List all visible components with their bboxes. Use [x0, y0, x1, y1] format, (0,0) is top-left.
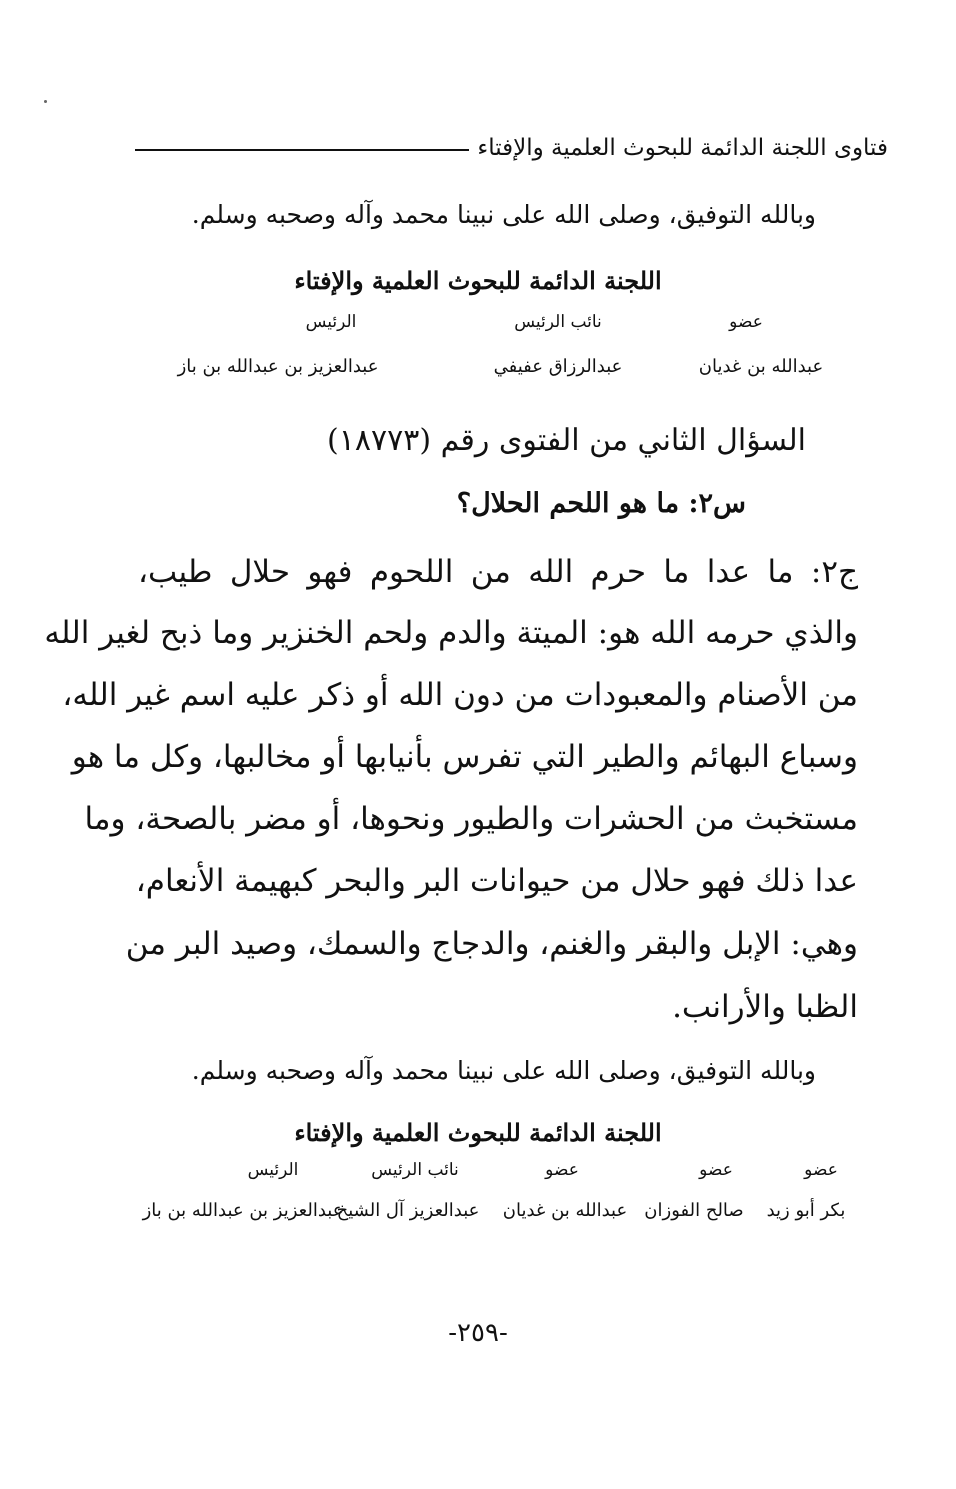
- signatory-name: عبدالله بن غديان: [698, 356, 824, 377]
- answer-line: مستخبث من الحشرات والطيور ونحوها، أو مضر بالصحة، وما: [84, 801, 858, 837]
- signature-names: [0, 356, 956, 384]
- signatory-role: عضو: [699, 1160, 733, 1180]
- signatory-role: عضو: [545, 1160, 579, 1180]
- signatory-name: عبدالرزاق عفيفي: [493, 356, 623, 377]
- answer-line: وسباع البهائم والطير التي تفرس بأنيابها أو مخالبها، وكل ما هو: [71, 739, 858, 775]
- signature-names: [0, 1200, 956, 1228]
- header-rule: [135, 149, 469, 151]
- signatory-name: عبدالعزيز بن عبدالله بن باز: [177, 356, 379, 377]
- signatory-role: نائب الرئيس: [514, 312, 602, 332]
- signatory-role: عضو: [729, 312, 763, 332]
- signatory-role: نائب الرئيس: [371, 1160, 459, 1180]
- answer-line: وهي: الإبل والبقر والغنم، والدجاج والسمك، وصيد البر من: [125, 926, 858, 962]
- signature-roles: [0, 1160, 956, 1186]
- answer-line: الظبا والأرانب.: [672, 989, 858, 1025]
- answer-line: والذي حرمه الله هو: الميتة والدم ولحم الخنزير وما ذبح لغير الله: [44, 615, 858, 651]
- signatory-name: عبدالعزيز بن عبدالله بن باز: [142, 1200, 344, 1221]
- closing-formula: وبالله التوفيق، وصلى الله على نبينا محمد وآله وصحبه وسلم.: [191, 200, 816, 229]
- signatory-role: الرئيس: [305, 312, 357, 332]
- answer-line: ج٢: ما عدا ما حرم الله من اللحوم فهو حلال طيب،: [138, 554, 858, 590]
- committee-name: اللجنة الدائمة للبحوث العلمية والإفتاء: [294, 266, 662, 295]
- running-header: [135, 128, 888, 168]
- page-number: -٢٥٩-: [448, 1318, 508, 1348]
- signatory-role: الرئيس: [247, 1160, 299, 1180]
- scan-speck: [44, 100, 47, 103]
- signature-roles: [0, 312, 956, 338]
- answer-line: من الأصنام والمعبودات من دون الله أو ذكر عليه اسم غير الله،: [62, 677, 858, 713]
- signatory-name: عبدالعزيز آل الشيخ: [336, 1200, 480, 1221]
- running-title: فتاوى اللجنة الدائمة للبحوث العلمية والإفتاء: [477, 135, 888, 161]
- signatory-name: بكر أبو زيد: [766, 1200, 846, 1221]
- question-text: س٢: ما هو اللحم الحلال؟: [456, 488, 746, 519]
- signatory-name: صالح الفوزان: [644, 1200, 744, 1221]
- committee-name: اللجنة الدائمة للبحوث العلمية والإفتاء: [294, 1118, 662, 1147]
- signatory-role: عضو: [804, 1160, 838, 1180]
- closing-formula: وبالله التوفيق، وصلى الله على نبينا محمد وآله وصحبه وسلم.: [191, 1056, 816, 1085]
- signatory-name: عبدالله بن غديان: [502, 1200, 628, 1221]
- answer-line: عدا ذلك فهو حلال من حيوانات البر والبحر كبهيمة الأنعام،: [135, 863, 858, 899]
- question-number: السؤال الثاني من الفتوى رقم (١٨٧٧٣): [327, 423, 806, 458]
